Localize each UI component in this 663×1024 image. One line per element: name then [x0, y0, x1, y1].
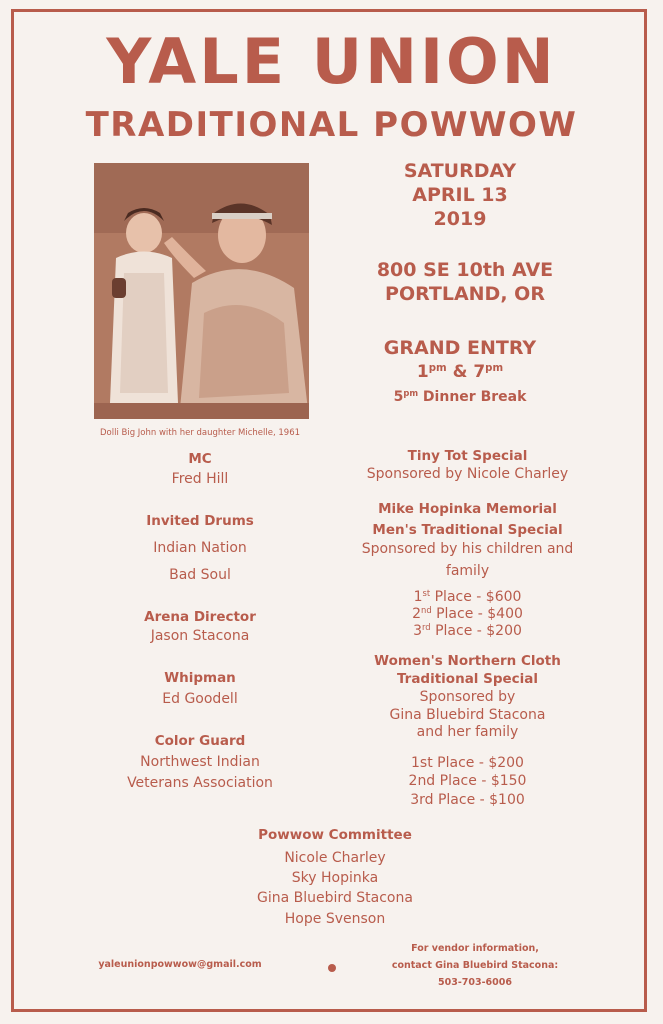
prize-number: 3 — [413, 623, 423, 639]
color-guard-label: Color Guard — [154, 733, 246, 749]
arena-label: Arena Director — [144, 609, 256, 625]
time-ampersand: & — [446, 362, 474, 382]
drums-label: Invited Drums — [146, 513, 254, 529]
mike-sponsor-2: family — [445, 563, 490, 579]
mike-prize-3 — [335, 621, 600, 641]
prize-number: 2 — [412, 606, 422, 622]
arena-name: Jason Stacona — [150, 628, 250, 644]
women-sponsor-1: Sponsored by — [419, 689, 516, 705]
dinner-label: Dinner Break — [418, 389, 527, 405]
women-prize-2: 2nd Place - $150 — [408, 773, 527, 789]
committee-member-4: Hope Svenson — [284, 911, 386, 927]
color-guard-line-1: Northwest Indian — [140, 754, 260, 770]
prize-text: Place - $600 — [430, 589, 522, 605]
title-sub: TRADITIONAL POWWOW — [85, 105, 578, 145]
tiny-tot-title: Tiny Tot Special — [407, 448, 528, 464]
date-month-day: APRIL 13 — [412, 184, 508, 206]
women-prize-3: 3rd Place - $100 — [410, 792, 525, 808]
time-2: 7 — [473, 362, 486, 382]
prize-text: Place - $400 — [431, 606, 523, 622]
grand-entry-times — [360, 360, 560, 384]
vendor-line-2: contact Gina Bluebird Stacona: — [391, 960, 559, 971]
women-title-2: Traditional Special — [396, 671, 539, 687]
prize-ordinal: nd — [421, 604, 432, 615]
prize-ordinal: rd — [422, 621, 431, 632]
time-1-suffix: pm — [428, 362, 447, 374]
dinner-break — [360, 386, 560, 408]
women-sponsor-2: Gina Bluebird Stacona — [389, 707, 546, 723]
time-2-suffix: pm — [485, 362, 504, 374]
committee-member-3: Gina Bluebird Stacona — [257, 890, 413, 906]
grand-entry-label: GRAND ENTRY — [383, 337, 537, 359]
separator-dot — [328, 964, 336, 972]
whipman-name: Ed Goodell — [162, 691, 238, 707]
women-title-1: Women's Northern Cloth — [374, 653, 561, 669]
event-date — [370, 159, 550, 231]
time-1: 1 — [416, 362, 429, 382]
committee-member-1: Nicole Charley — [284, 850, 386, 866]
prize-text: Place - $200 — [430, 623, 522, 639]
color-guard-line-2: Veterans Association — [127, 775, 273, 791]
contact-email: yaleunionpowwow@gmail.com — [98, 959, 262, 970]
photo-caption: Dolli Big John with her daughter Michelle, 1961 — [99, 428, 301, 438]
mc-label: MC — [188, 451, 212, 467]
prize-number: 1 — [413, 589, 423, 605]
date-year: 2019 — [433, 208, 487, 230]
photo-illustration — [94, 163, 309, 419]
vendor-line-1: For vendor information, — [411, 943, 539, 954]
drum-1: Indian Nation — [153, 540, 247, 556]
drum-2: Bad Soul — [169, 567, 231, 583]
vendor-phone: 503-703-6006 — [438, 977, 512, 988]
event-address — [360, 258, 570, 306]
mc-name: Fred Hill — [171, 471, 229, 487]
mike-title-2: Men's Traditional Special — [372, 522, 563, 538]
tiny-tot-sponsor: Sponsored by Nicole Charley — [366, 466, 569, 482]
prize-ordinal: st — [422, 587, 431, 598]
date-day: SATURDAY — [403, 160, 517, 182]
whipman-label: Whipman — [164, 670, 236, 686]
vendor-info — [370, 940, 580, 991]
mike-title-1: Mike Hopinka Memorial — [378, 501, 557, 517]
mike-sponsor-1: Sponsored by his children and — [361, 541, 574, 557]
women-sponsor-3: and her family — [416, 724, 519, 740]
historic-photo — [94, 163, 309, 419]
address-city: PORTLAND, OR — [385, 283, 545, 305]
dinner-suffix: pm — [403, 387, 419, 398]
dinner-time: 5 — [393, 389, 404, 405]
title-main: YALE UNION — [106, 25, 557, 98]
committee-member-2: Sky Hopinka — [291, 870, 379, 886]
address-street: 800 SE 10th AVE — [376, 259, 554, 281]
committee-label: Powwow Committee — [258, 827, 412, 843]
women-prize-1: 1st Place - $200 — [411, 755, 524, 771]
